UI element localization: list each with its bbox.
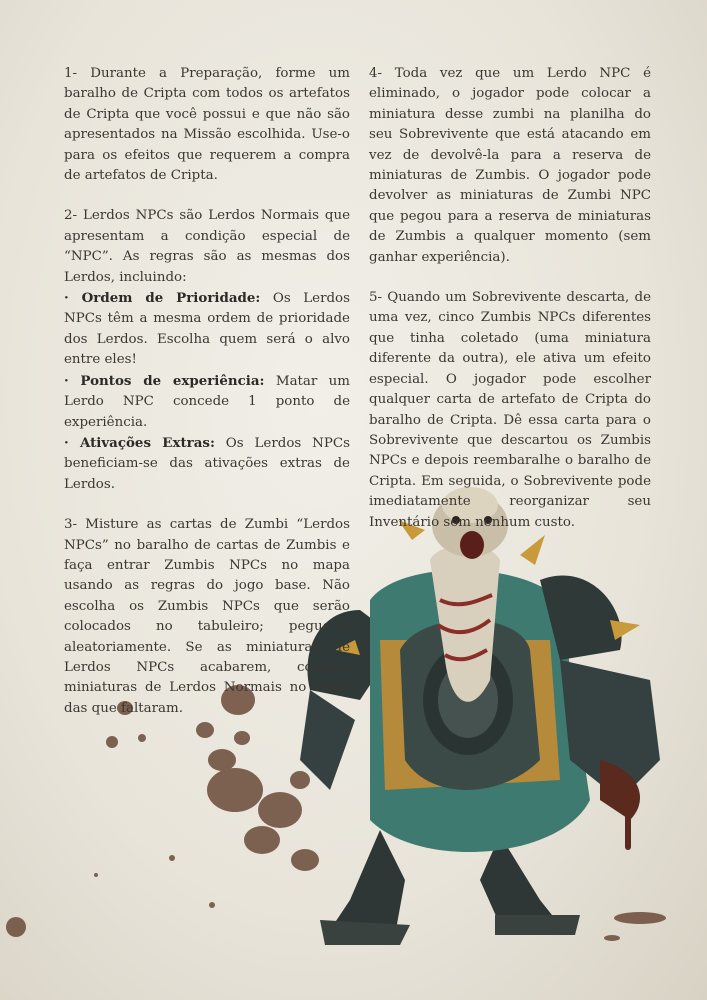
rule-4: 4- Toda vez que um Lerdo NPC é eliminado, o jogador pode colocar a miniatura desse zumbi na planilha do seu Sobrevivente que está atacando em vez de devolvê-la para a reserva de miniaturas de Zumbis. O jogador pode devolver as miniaturas de Zumbi NPC que pegou para a reserva de miniaturas de Zumbis a qualquer momento (sem ganhar experiência). <box>369 66 651 265</box>
rule-2-intro: 2- Lerdos NPCs são Lerdos Normais que apresentam a condição especial de “NPC”. As regras são as mesmas dos Lerdos, incluindo: <box>64 208 350 285</box>
rule-2-bullet-experience <box>64 371 350 433</box>
rule-3: 3- Misture as cartas de Zumbi “Lerdos NPCs” no baralho de cartas de Zumbis e faça entrar Zumbis NPCs no mapa usando as regras do jogo base. Não escolha os Zumbis NPCs que serão colocados no tabuleiro; pegue-os aleatoriamente. Se as miniaturas de Lerdos NPCs acabarem, coloque miniaturas de Lerdos Normais no lugar das que faltaram. <box>64 517 350 716</box>
rule-5: 5- Quando um Sobrevivente descarta, de uma vez, cinco Zumbis NPCs diferentes que tinha coletado (uma miniatura diferente da outra), ele ativa um efeito especial. O jogador pode escolher qualquer carta de artefato de Cripta do baralho de Cripta. Dê essa carta para o Sobrevivente que descartou os Zumbis NPCs e depois reembaralhe o baralho de Cripta. Em seguida, o Sobrevivente pode imediatamente reorganizar seu Inventário sem nenhum custo. <box>369 290 651 530</box>
bullet-text-experience: Matar um Lerdo NPC concede 1 ponto de experiência. <box>64 373 350 430</box>
bullet-text-priority: Os Lerdos NPCs têm a mesma ordem de prioridade dos Lerdos. Escolha quem será o alvo entre eles! <box>64 291 350 368</box>
bullet-label-experience: · Pontos de experiência: <box>64 372 265 389</box>
rule-1: 1- Durante a Preparação, forme um baralho de Cripta com todos os artefatos de Cripta que você possui e que não são apresentados na Missão escolhida. Use-o para os efeitos que requerem a compra de artefatos de Cripta. <box>64 66 350 184</box>
bullet-label-priority: · Ordem de Prioridade: <box>64 290 261 307</box>
rule-2-bullet-extra-activations <box>64 433 350 495</box>
right-column <box>369 64 651 553</box>
bullet-label-extra-activations: · Ativações Extras: <box>64 434 215 451</box>
zombie-dwarf <box>300 487 660 945</box>
bullet-text-extra-activations: Os Lerdos NPCs beneficiam-se das ativações extras de Lerdos. <box>64 435 350 492</box>
left-column <box>64 64 350 739</box>
rule-2-bullet-priority <box>64 288 350 371</box>
